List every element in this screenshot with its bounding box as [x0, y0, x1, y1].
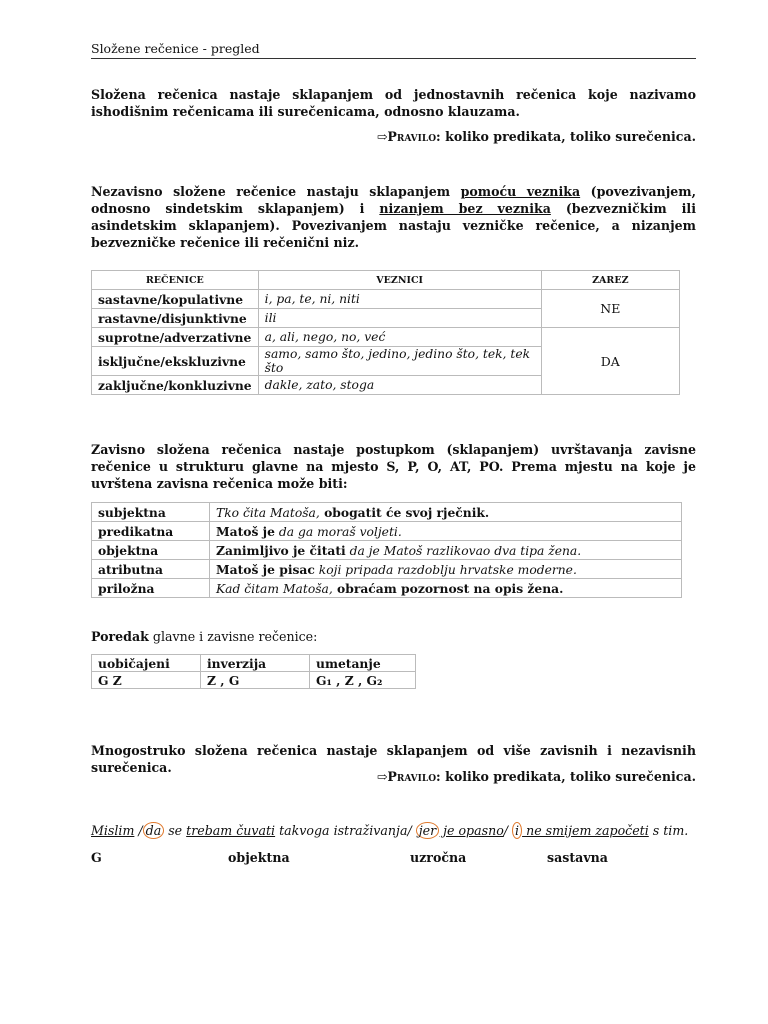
label-uzrocna: uzročna	[410, 850, 467, 865]
conjunctions: i, pa, te, ni, niti	[258, 290, 541, 309]
clause-example	[210, 522, 682, 541]
example-slash-3: /	[503, 823, 513, 838]
table-row	[92, 541, 682, 560]
circled-conjunction-2: jer	[416, 822, 439, 839]
value-uobicajeni: G Z	[92, 672, 201, 689]
example-bold: obraćam pozornost na opis žena.	[332, 580, 564, 596]
example-italic: da ga moraš voljeti.	[274, 524, 402, 539]
zarez-da: DA	[541, 328, 679, 395]
conjunctions: a, ali, nego, no, već	[258, 328, 541, 347]
table-row	[92, 579, 682, 598]
sentence-type: isključne/ekskluzivne	[92, 347, 259, 376]
example-bold: Matoš je	[216, 523, 275, 539]
table-row	[92, 522, 682, 541]
example-text-3: takvoga istraživanja/	[275, 823, 416, 838]
rule-prefix: Pravilo:	[387, 769, 441, 784]
conjunctions: dakle, zato, stoga	[258, 376, 541, 395]
clause-example	[210, 541, 682, 560]
header-umetanje: umetanje	[310, 655, 416, 672]
table-row	[92, 328, 680, 347]
label-objektna: objektna	[228, 850, 290, 865]
header-inverzija: inverzija	[201, 655, 310, 672]
example-sentence	[91, 822, 696, 839]
rule-text: koliko predikata, toliko surečenica.	[440, 129, 696, 144]
example-text-2: se	[164, 823, 187, 838]
header-uobicajeni: uobičajeni	[92, 655, 201, 672]
example-predicate-3: je opasno	[439, 823, 504, 838]
poredak-heading	[91, 628, 696, 645]
conjunction-table	[91, 270, 680, 395]
table-header-row	[92, 655, 416, 672]
arrow-right-icon: ⇨	[376, 129, 388, 144]
circled-conjunction-1: da	[143, 822, 165, 839]
table-header-row	[92, 271, 680, 290]
sentence-type: sastavne/kopulativne	[92, 290, 259, 309]
mnogostruko-rule	[377, 769, 696, 784]
clause-type: objektna	[92, 541, 210, 560]
example-predicate-4: ne smijem započeti	[522, 823, 649, 838]
circled-conjunction-3: i	[512, 822, 522, 839]
header-veznici: VEZNICI	[258, 271, 541, 290]
dependent-clause-table	[91, 502, 682, 598]
nezavisno-underline-2: nizanjem bez veznika	[379, 201, 551, 216]
clause-example	[210, 560, 682, 579]
clause-example	[210, 579, 682, 598]
example-bold: Matoš je pisac	[216, 561, 315, 577]
example-bold: obogatit će svoj rječnik.	[319, 504, 490, 520]
clause-type: atributna	[92, 560, 210, 579]
label-g: G	[91, 850, 102, 865]
arrow-right-icon: ⇨	[376, 769, 388, 784]
table-row	[92, 290, 680, 309]
clause-type: subjektna	[92, 503, 210, 522]
example-italic: Tko čita Matoša,	[216, 505, 320, 520]
zarez-ne: NE	[541, 290, 679, 328]
table-row	[92, 503, 682, 522]
mnogostruko-paragraph: Mnogostruko složena rečenica nastaje sklapanjem od više zavisnih i nezavisnih surečenica.	[91, 743, 696, 775]
example-italic: da je Matoš razlikovao dva tipa žena.	[345, 543, 582, 558]
conjunctions: ili	[258, 309, 541, 328]
intro-paragraph: Složena rečenica nastaje sklapanjem od jednostavnih rečenica koje nazivamo ishodišnim rečenicama ili surečenicama, odnosno klauzama.	[91, 87, 696, 119]
example-italic: Kad čitam Matoša,	[216, 581, 333, 596]
example-predicate-1: Mislim	[91, 823, 135, 838]
nezavisno-paragraph	[91, 183, 696, 251]
nezavisno-underline-1: pomoću veznika	[460, 184, 581, 199]
header-zarez: ZAREZ	[541, 271, 679, 290]
intro-rule	[377, 129, 696, 144]
clause-type: predikatna	[92, 522, 210, 541]
order-table	[91, 654, 416, 689]
sentence-type: zaključne/konkluzivne	[92, 376, 259, 395]
table-row	[92, 672, 416, 689]
table-row	[92, 560, 682, 579]
example-bold: Zanimljivo je čitati	[216, 542, 346, 558]
conjunctions: samo, samo što, jedino, jedino što, tek, tek što	[258, 347, 541, 376]
value-umetanje: G₁ , Z , G₂	[310, 672, 416, 689]
example-slash-1: /	[134, 823, 143, 838]
poredak-title: Poredak	[91, 629, 149, 644]
rule-prefix: Pravilo:	[387, 129, 441, 144]
poredak-rest: glavne i zavisne rečenice:	[148, 629, 318, 644]
rule-text: koliko predikata, toliko surečenica.	[440, 769, 696, 784]
value-inverzija: Z , G	[201, 672, 310, 689]
example-predicate-2: trebam čuvati	[186, 823, 276, 838]
example-text-4: s tim.	[648, 823, 689, 838]
zavisno-paragraph: Zavisno složena rečenica nastaje postupkom (sklapanjem) uvrštavanja zavisne rečenice u strukturu glavne na mjesto S, P, O, AT, PO. Prema mjestu na koje je uvrštena zavisna rečenica može biti:	[91, 442, 696, 491]
example-italic: koji pripada razdoblju hrvatske moderne.	[314, 562, 577, 577]
page-header: Složene rečenice - pregled	[91, 41, 696, 59]
nezavisno-text-2: (povezivanjem, odnosno sindetskim sklapanjem) i	[91, 184, 696, 216]
clause-example	[210, 503, 682, 522]
nezavisno-text-3: (bezvezničkim ili asindetskim sklapanjem). Povezivanjem nastaju vezničke rečenice, a nizanjem bezvezničke rečenice ili rečenični niz.	[91, 201, 696, 250]
nezavisno-text-1: Nezavisno složene rečenice nastaju sklapanjem	[91, 184, 461, 199]
clause-type: priložna	[92, 579, 210, 598]
label-sastavna: sastavna	[547, 850, 608, 865]
sentence-type: suprotne/adverzativne	[92, 328, 259, 347]
header-recenice: REČENICE	[92, 271, 259, 290]
sentence-type: rastavne/disjunktivne	[92, 309, 259, 328]
